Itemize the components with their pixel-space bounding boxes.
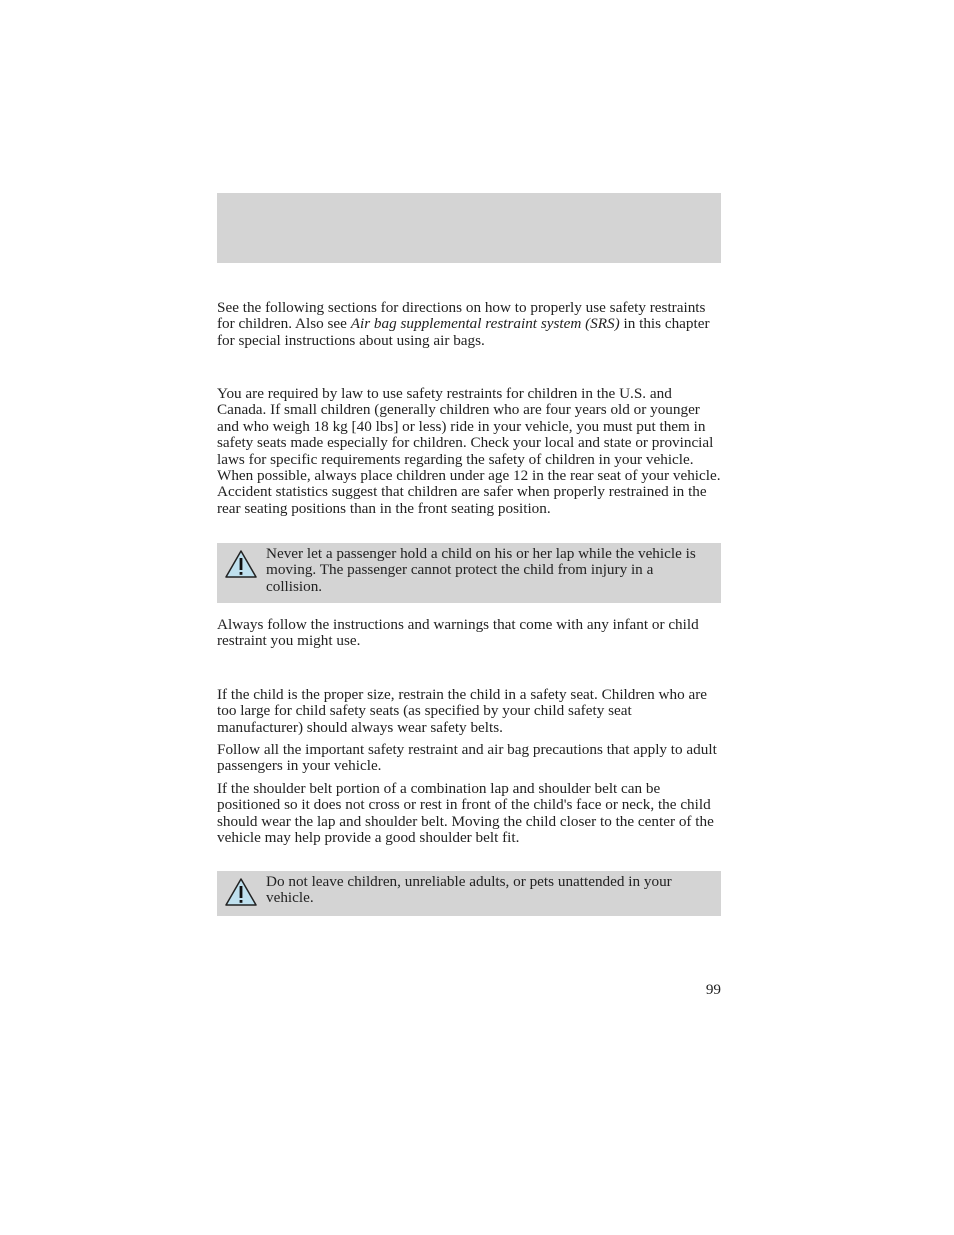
warning-triangle-icon xyxy=(224,877,258,907)
older-children-paragraph-2: Follow all the important safety restraint and air bag precautions that apply to adult passengers in your vehicle. xyxy=(217,741,717,775)
section-header-band xyxy=(217,193,721,263)
warning-text-unattended: Do not leave children, unreliable adults, or pets unattended in your vehicle. xyxy=(266,873,672,907)
warning-triangle-icon xyxy=(224,549,258,579)
instructions-paragraph: Always follow the instructions and warnings that come with any infant or child restraint you might use. xyxy=(217,616,699,650)
law-paragraph: You are required by law to use safety restraints for children in the U.S. and Canada. If small children (generally children who are four years old or younger and who weigh 18 kg [40 lbs] or less) ride in your vehicle, you must put them in safety seats made especially for children. Check your local and state or provincial laws for specific requirements regarding the safety of children in your vehicle. When possible, always place children under age 12 in the rear seat of your vehicle. Accident statistics suggest that children are safer when properly restrained in the rear seating positions than in the front seating position. xyxy=(217,385,721,517)
older-children-paragraph-3: If the shoulder belt portion of a combination lap and shoulder belt can be positioned so it does not cross or rest in front of the child's face or neck, the child should wear the lap and shoulder belt. Moving the child closer to the center of the vehicle may help provide a good shoulder belt fit. xyxy=(217,780,714,847)
page-number: 99 xyxy=(705,981,721,998)
warning-box-lap xyxy=(217,543,721,603)
intro-paragraph: See the following sections for directions on how to properly use safety restraints for children. Also see Air bag supplemental restraint system (SRS) in this chapter for special instructions about using air bags. xyxy=(217,299,710,349)
warning-box-unattended xyxy=(217,871,721,916)
warning-text-lap: Never let a passenger hold a child on his or her lap while the vehicle is moving. The passenger cannot protect the child from injury in a collision. xyxy=(266,545,696,595)
older-children-paragraph-1: If the child is the proper size, restrain the child in a safety seat. Children who are too large for child safety seats (as specified by your child safety seat manufacturer) should always wear safety belts. xyxy=(217,686,708,736)
air-bag-reference: Air bag supplemental restraint system (SRS) xyxy=(350,315,620,333)
